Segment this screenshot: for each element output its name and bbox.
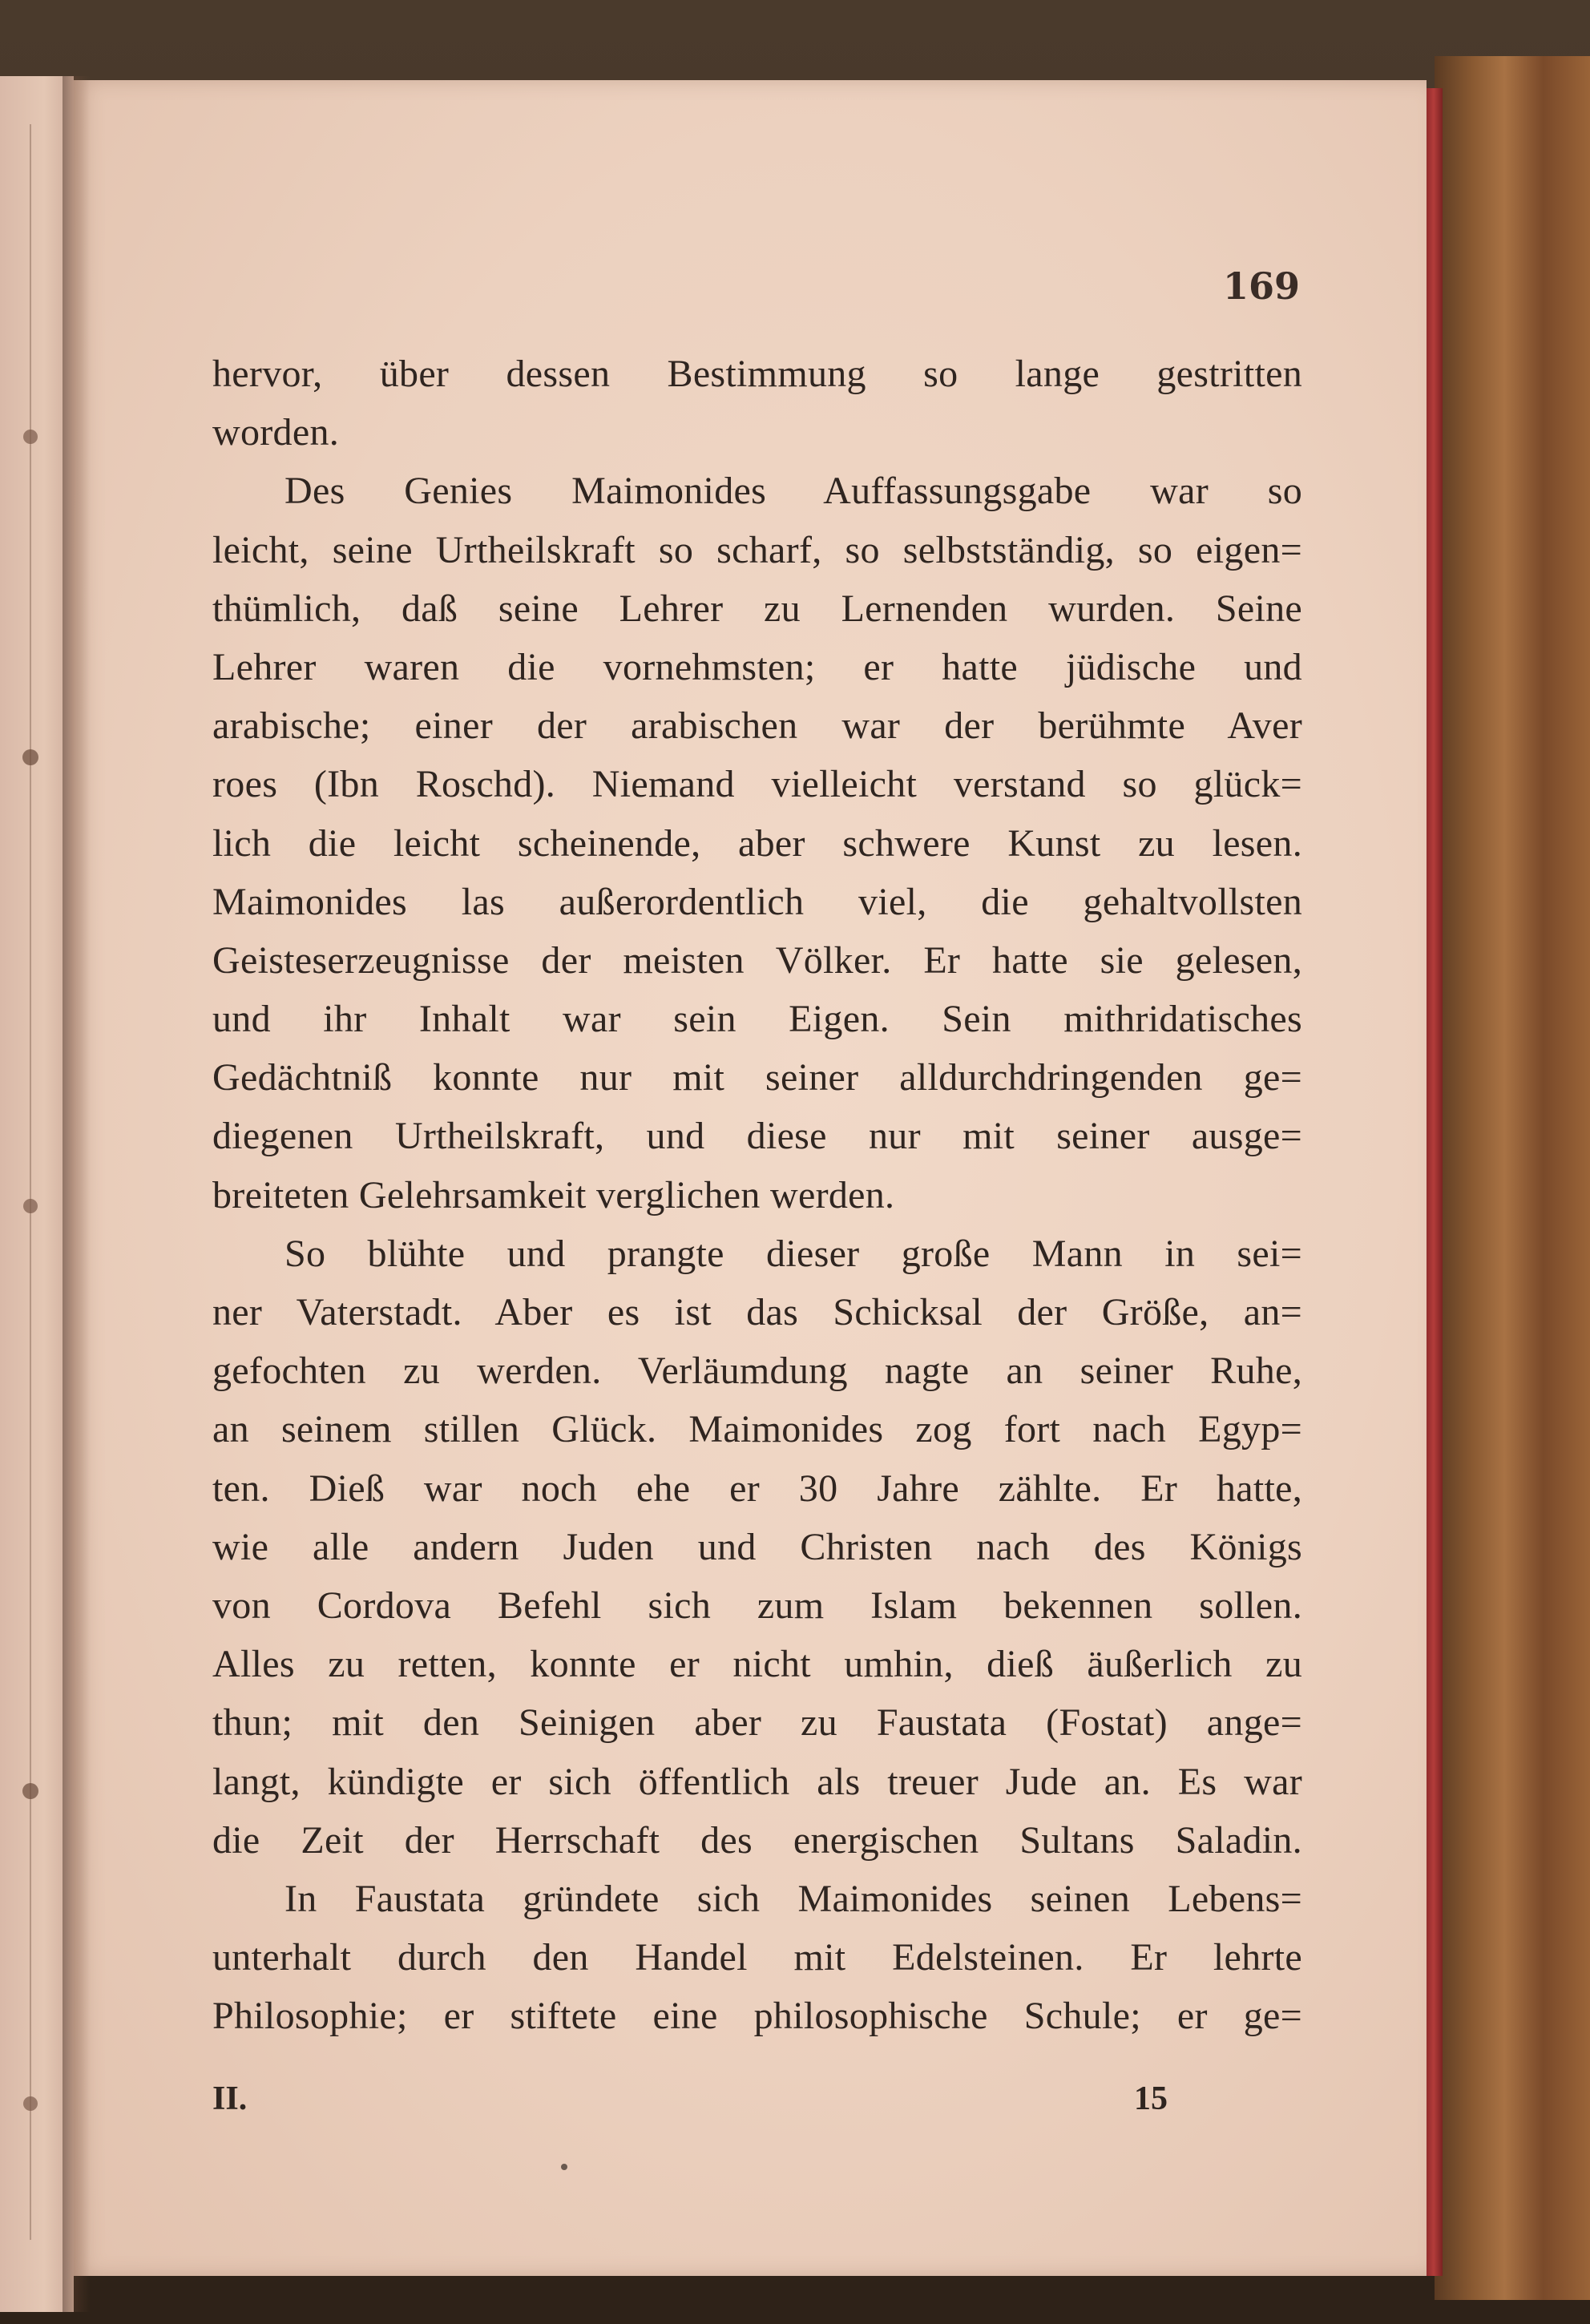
left-page-mark bbox=[22, 749, 38, 765]
text-line: Gedächtniß konnte nur mit seiner alldurchdringenden ge= bbox=[212, 1056, 1302, 1099]
body-text bbox=[212, 345, 1302, 2045]
text-line: thun; mit den Seinigen aber zu Faustata (Fostat) ange= bbox=[212, 1701, 1302, 1745]
text-line: Des Genies Maimonides Auffassungsgabe war so bbox=[285, 470, 1302, 513]
text-line: von Cordova Befehl sich zum Islam bekennen sollen. bbox=[212, 1584, 1302, 1627]
book-page bbox=[74, 80, 1427, 2276]
text-line: worden. bbox=[212, 411, 340, 454]
book-cover-edge bbox=[1425, 88, 1443, 2276]
page-number: 169 bbox=[1222, 264, 1300, 308]
left-page-mark bbox=[23, 1199, 38, 1213]
text-line: So blühte und prangte dieser große Mann in sei= bbox=[285, 1232, 1302, 1275]
text-line: thümlich, daß seine Lehrer zu Lernenden wurden. Seine bbox=[212, 587, 1302, 630]
book-cover bbox=[1435, 56, 1590, 2300]
left-page-marks bbox=[16, 76, 56, 2312]
text-line: ten. Dieß war noch ehe er 30 Jahre zählte. Er hatte, bbox=[212, 1467, 1302, 1510]
text-line: Lehrer waren die vornehmsten; er hatte jüdische und bbox=[212, 645, 1302, 688]
gutter-shadow bbox=[63, 76, 90, 2312]
text-line: die Zeit der Herrschaft des energischen Sultans Saladin. bbox=[212, 1818, 1302, 1862]
left-page-mark bbox=[23, 2096, 38, 2111]
text-line: und ihr Inhalt war sein Eigen. Sein mithridatisches bbox=[212, 998, 1302, 1041]
signature-mark: II. bbox=[212, 2080, 248, 2117]
text-line: leicht, seine Urtheilskraft so scharf, so selbstständig, so eigen= bbox=[212, 528, 1302, 571]
text-line: Philosophie; er stiftete eine philosophische Schule; er ge= bbox=[212, 1995, 1302, 2038]
ink-speck bbox=[561, 2164, 567, 2170]
text-line: diegenen Urtheilskraft, und diese nur mit seiner ausge= bbox=[212, 1115, 1302, 1158]
text-line: breiteten Gelehrsamkeit verglichen werden. bbox=[212, 1173, 895, 1216]
sheet-number: 15 bbox=[1134, 2080, 1168, 2117]
text-line: Alles zu retten, konnte er nicht umhin, dieß äußerlich zu bbox=[212, 1643, 1302, 1686]
page-footer bbox=[212, 2080, 1174, 2128]
text-line: ner Vaterstadt. Aber es ist das Schicksal der Größe, an= bbox=[212, 1291, 1302, 1333]
text-line: an seinem stillen Glück. Maimonides zog fort nach Egyp= bbox=[212, 1408, 1302, 1451]
text-line: Maimonides las außerordentlich viel, die gehaltvollsten bbox=[212, 880, 1302, 923]
text-line: unterhalt durch den Handel mit Edelsteinen. Er lehrte bbox=[212, 1936, 1302, 1979]
text-line: In Faustata gründete sich Maimonides seinen Lebens= bbox=[285, 1877, 1302, 1920]
text-line: roes (Ibn Roschd). Niemand vielleicht verstand so glück= bbox=[212, 763, 1302, 806]
text-line: lich die leicht scheinende, aber schwere Kunst zu lesen. bbox=[212, 821, 1302, 865]
text-line: Geisteserzeugnisse der meisten Völker. Er hatte sie gelesen, bbox=[212, 938, 1302, 982]
text-line: hervor, über dessen Bestimmung so lange gestritten bbox=[212, 353, 1302, 395]
text-line: langt, kündigte er sich öffentlich als treuer Jude an. Es war bbox=[212, 1760, 1302, 1803]
text-line: arabische; einer der arabischen war der berühmte Aver bbox=[212, 704, 1302, 748]
left-page-mark bbox=[23, 430, 38, 444]
text-line: wie alle andern Juden und Christen nach des Königs bbox=[212, 1525, 1302, 1568]
text-line: gefochten zu werden. Verläumdung nagte an seiner Ruhe, bbox=[212, 1350, 1302, 1393]
left-page-mark bbox=[22, 1783, 38, 1799]
